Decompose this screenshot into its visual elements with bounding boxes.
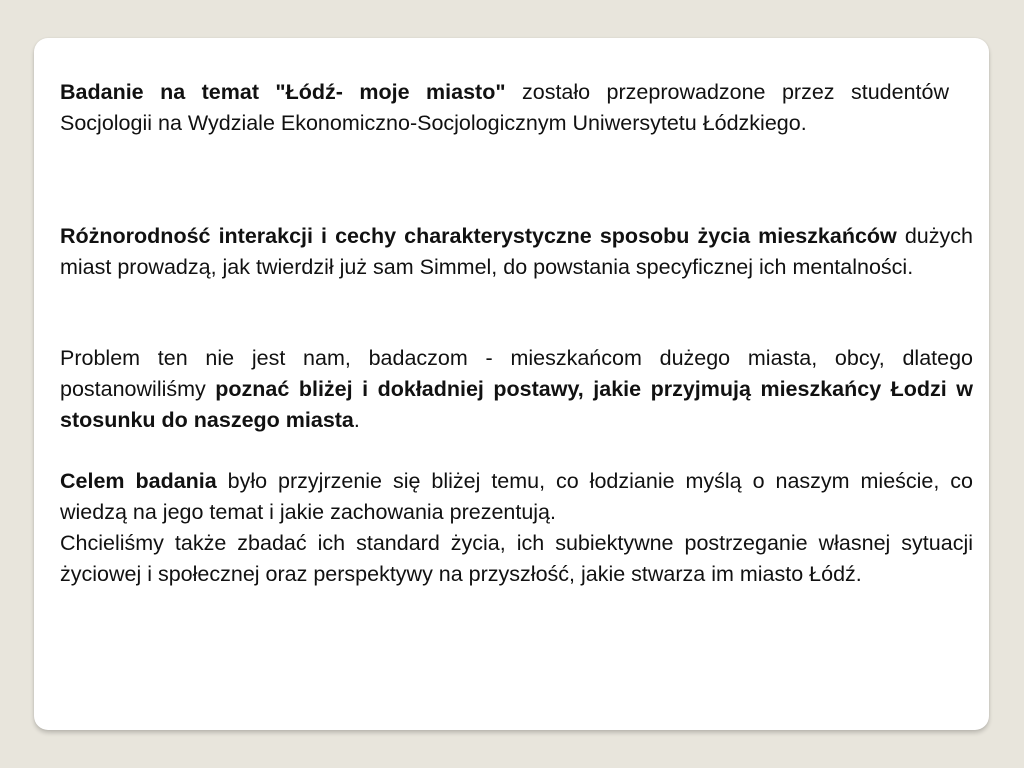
problem-text: Problem ten nie jest nam, badaczom - mieszkańcom dużego miasta, obcy, dlatego postanowiliśmy: [60, 346, 973, 401]
simmel-text: dużych miast prowadzą, jak twierdził już sam Simmel, do powstania specyficznej ich mentalności.: [60, 224, 973, 279]
survey-intro-text: zostało przeprowadzone przez studentów Socjologii na Wydziale Ekonomiczno-Socjologicznym Uniwersytetu Łódzkiego.: [60, 80, 950, 135]
problem-period: .: [353, 408, 360, 432]
survey-title-bold: Badanie na temat "Łódź- moje miasto": [60, 80, 506, 104]
aim-text: było przyjrzenie się bliżej temu, co łodzianie myślą o naszym mieście, co wiedzą na jego temat i jakie zachowania prezentują.: [60, 469, 974, 524]
aim-bold: Celem badania: [60, 469, 217, 493]
paragraph-problem: [60, 343, 973, 436]
standard-of-living-text: Chcieliśmy także zbadać ich standard życia, ich subiektywne postrzeganie własnej sytuacji życiowej i społecznej oraz perspektywy na przyszłość, jakie stwarza im miasto Łódź.: [60, 531, 973, 586]
paragraph-standard-of-living: [60, 528, 973, 590]
paragraph-survey-intro: [60, 77, 949, 139]
paragraph-aim: [60, 466, 973, 528]
paragraph-simmel: [60, 221, 973, 283]
diversity-bold: Różnorodność interakcji i cechy charakterystyczne sposobu życia mieszkańców: [60, 224, 897, 248]
problem-goal-bold: poznać bliżej i dokładniej postawy, jakie przyjmują mieszkańcy Łodzi w stosunku do naszego miasta: [60, 377, 974, 432]
